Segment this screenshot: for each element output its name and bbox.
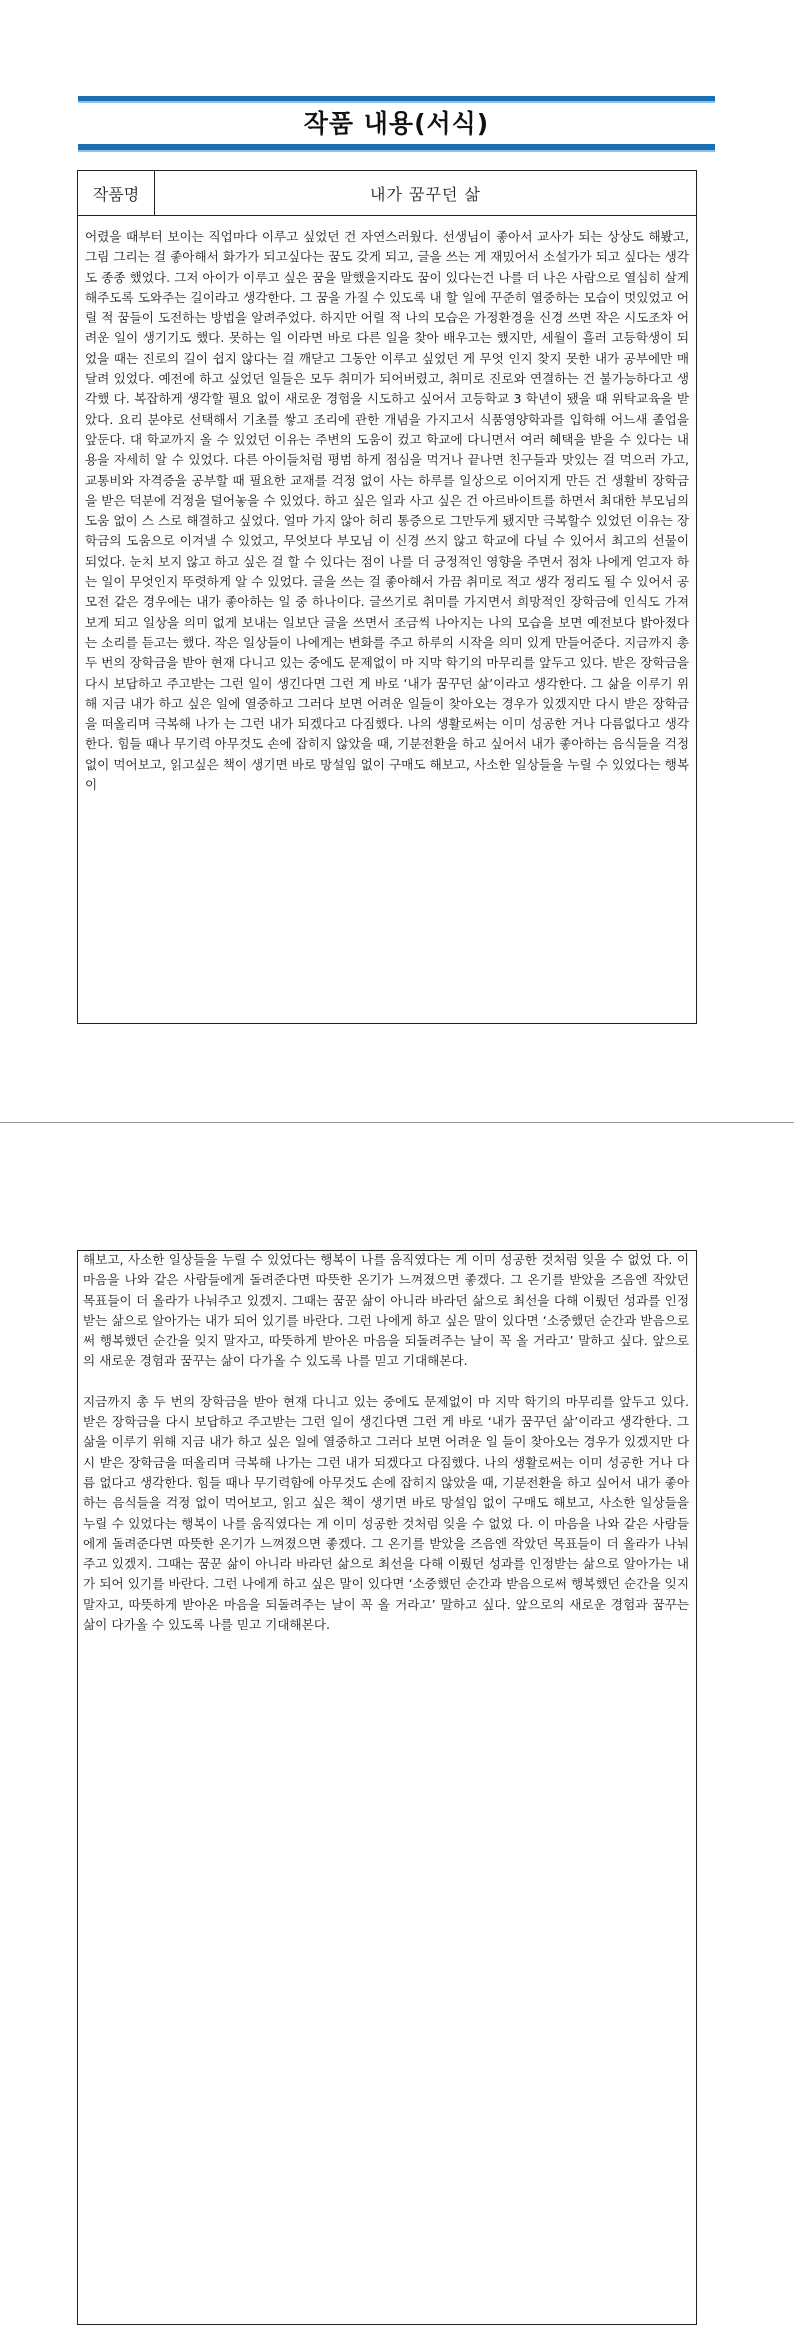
title-top-rule [78,96,715,103]
essay-body-page-2 [83,1250,689,2324]
document-title: 작품 내용(서식) [303,109,490,138]
essay-body-page-1 [85,227,689,1023]
essay-paragraph: 지금까지 총 두 번의 장학금을 받아 현재 다니고 있는 중에도 문제없이 마 지막 학기의 마무리를 앞두고 있다. 받은 장학금을 다시 보답하고 주고받는 그런 일이 생긴다면 그런 게 바로 ‘내가 꿈꾸던 삶’이라고 생각한다. 그 삶을 이루기 위해 지금 내가 하고 싶은 일에 열중하고 그러다 보면 어려운 일 들이 찾아오는 경우가 있겠지만 다시 받은 장학금을 떠올리며 극복해 나가는 그런 내가 되겠다고 다짐했다. 나의 생활로써는 이미 성공한 거나 다름 없다고 생각한다. 힘들 때나 무기력함에 아무것도 손에 잡히지 않았을 때, 기분전환을 하고 싶어서 내가 좋아하는 음식들을 걱정 없이 먹어보고, 읽고 싶은 책이 생기면 바로 망설임 없이 구매도 해보고, 사소한 일상들을 누릴 수 있었다는 행복이 나를 움직였다는 게 이미 성공한 것처럼 잊을 수 없었 다. 이 마음을 나와 같은 사람들에게 돌려준다면 따뜻한 온기가 느껴졌으면 좋겠다. 그 온기를 받았을 즈음엔 작았던 목표들이 더 올라가 나눠주고 있겠지. 그때는 꿈꾼 삶이 아니라 바라던 삶으로 최선을 다해 이뤘던 성과를 인정받는 삶으로 알아가는 내가 되어 있기를 바란다. 그런 나에게 하고 싶은 말이 있다면 ‘소중했던 순간과 받음으로써 행복했던 순간을 잊지 말자고, 따뜻하게 받아온 마음을 되돌려주는 날이 꼭 올 거라고’ 말하고 싶다. 앞으로의 새로운 경험과 꿈꾸는 삶이 다가올 수 있도록 나를 믿고 기대해본다. [83,1393,689,1633]
work-name-row [78,171,696,216]
work-content-frame [77,170,697,1024]
document-page-1 [0,0,794,1122]
work-name-value: 내가 꿈꾸던 삶 [370,184,481,204]
essay-paragraph: 해보고, 사소한 일상들을 누릴 수 있었다는 행복이 나를 움직였다는 게 이미 성공한 것처럼 잊을 수 없었 다. 이 마음을 나와 같은 사람들에게 돌려준다면 따뜻한 온기가 느껴졌으면 좋겠다. 그 온기를 받았을 즈음엔 작았던 목표들이 더 올라가 나눠주고 있겠지. 그때는 꿈꾼 삶이 아니라 바라던 삶으로 최선을 다해 이뤘던 성과를 인정받는 삶으로 알아가는 내가 되어 있기를 바란다. 그런 나에게 하고 싶은 말이 있다면 ‘소중했던 순간과 받음으로써 행복했던 순간을 잊지 말자고, 따뜻하게 받아온 마음을 되돌려주는 날이 꼭 올 거라고’ 말하고 싶다. 앞으로의 새로운 경험과 꿈꾸는 삶이 다가올 수 있도록 나를 믿고 기대해본다. [83,1252,689,1369]
essay-continuation-frame [77,1250,697,2325]
work-name-label: 작품명 [78,171,155,215]
title-bottom-rule [78,144,715,152]
document-page-2 [0,1122,794,2244]
essay-paragraph: 어렸을 때부터 보이는 직업마다 이루고 싶었던 건 자연스러웠다. 선생님이 좋아서 교사가 되는 상상도 해봤고, 그림 그리는 걸 좋아해서 화가가 되고싶다는 꿈도 갖게 되고, 글을 쓰는 게 재밌어서 소설가가 되고 싶다는 생각도 종종 했었다. 그저 아이가 이루고 싶은 꿈을 말했을지라도 꿈이 있다는건 나를 더 나은 사람으로 열심히 살게 해주도록 도와주는 길이라고 생각한다. 그 꿈을 가질 수 있도록 내 할 일에 꾸준히 열중하는 모습이 멋있었고 어릴 적 꿈들이 도전하는 방법을 알려주었다. 하지만 어릴 적 나의 모습은 가정환경을 신경 쓰면 작은 시도조차 어려운 일이 생기기도 했다. 못하는 일 이라면 바로 다른 일을 찾아 배우고는 했지만, 세월이 흘러 고등학생이 되었을 때는 진로의 길이 쉽지 않다는 걸 깨닫고 그동안 이루고 싶었던 게 무엇 인지 찾지 못한 내가 공부에만 매달려 있었다. 예전에 하고 싶었던 일들은 모두 취미가 되어버렸고, 취미로 진로와 연결하는 건 불가능하다고 생각했 다. 복잡하게 생각할 필요 없이 새로운 경험을 시도하고 싶어서 고등학교 3 학년이 됐을 때 위탁교육을 받았다. 요리 분야로 선택해서 기초를 쌓고 조리에 관한 개념을 가지고서 식품영양학과를 입학해 어느새 졸업을 앞둔다. 대 학교까지 올 수 있었던 이유는 주변의 도움이 컸고 학교에 다니면서 여러 혜택을 받을 수 있다는 내용을 자세히 알 수 있었다. 다른 아이들처럼 평범 하게 점심을 먹거나 끝나면 친구들과 맛있는 걸 먹으러 가고, 교통비와 자격증을 공부할 때 필요한 교재를 걱정 없이 사는 하루를 일상으로 이어지게 만든 건 생활비 장학금을 받은 덕분에 걱정을 덜어놓을 수 있었다. 하고 싶은 일과 사고 싶은 건 아르바이트를 하면서 최대한 부모님의 도움 없이 스 스로 해결하고 싶었다. 얼마 가지 않아 허리 통증으로 그만두게 됐지만 극복할수 있었던 이유는 장학금의 도움으로 이겨낼 수 있었고, 무엇보다 부모님 이 신경 쓰지 않고 학교에 다닐 수 있어서 최고의 선물이 되었다. 눈치 보지 않고 하고 싶은 걸 할 수 있다는 점이 나를 더 긍정적인 영향을 주면서 점차 나에게 얻고자 하는 일이 무엇인지 뚜렷하게 알 수 있었다. 글을 쓰는 걸 좋아해서 가끔 취미로 적고 생각 정리도 될 수 있어서 공모전 같은 경우에는 내가 좋아하는 일 중 하나이다. 글쓰기로 취미를 가지면서 희망적인 장학금에 인식도 가져보게 되고 일상을 의미 없게 보내는 일보단 글을 쓰면서 조금씩 나아지는 나의 모습을 보면 예전보다 밝아졌다는 소리를 듣고는 했다. 작은 일상들이 나에게는 변화를 주고 하루의 시작을 의미 있게 만들어준다. 지금까지 총 두 번의 장학금을 받아 현재 다니고 있는 중에도 문제없이 마 지막 학기의 마무리를 앞두고 있다. 받은 장학금을 다시 보답하고 주고받는 그런 일이 생긴다면 그런 게 바로 ‘내가 꿈꾸던 삶’이라고 생각한다. 그 삶을 이루기 위해 지금 내가 하고 싶은 일에 열중하고 그러다 보면 어려운 일들이 찾아오는 경우가 있겠지만 다시 받은 장학금을 떠올리며 극복해 나가 는 그런 내가 되겠다고 다짐했다. 나의 생활로써는 이미 성공한 거나 다름없다고 생각한다. 힘들 때나 무기력 아무것도 손에 잡히지 않았을 때, 기분전환을 하고 싶어서 내가 좋아하는 음식들을 걱정없이 먹어보고, 읽고싶은 책이 생기면 바로 망설임 없이 구매도 해보고, 사소한 일상들을 누릴 수 있었다는 행복이 [85,229,689,793]
